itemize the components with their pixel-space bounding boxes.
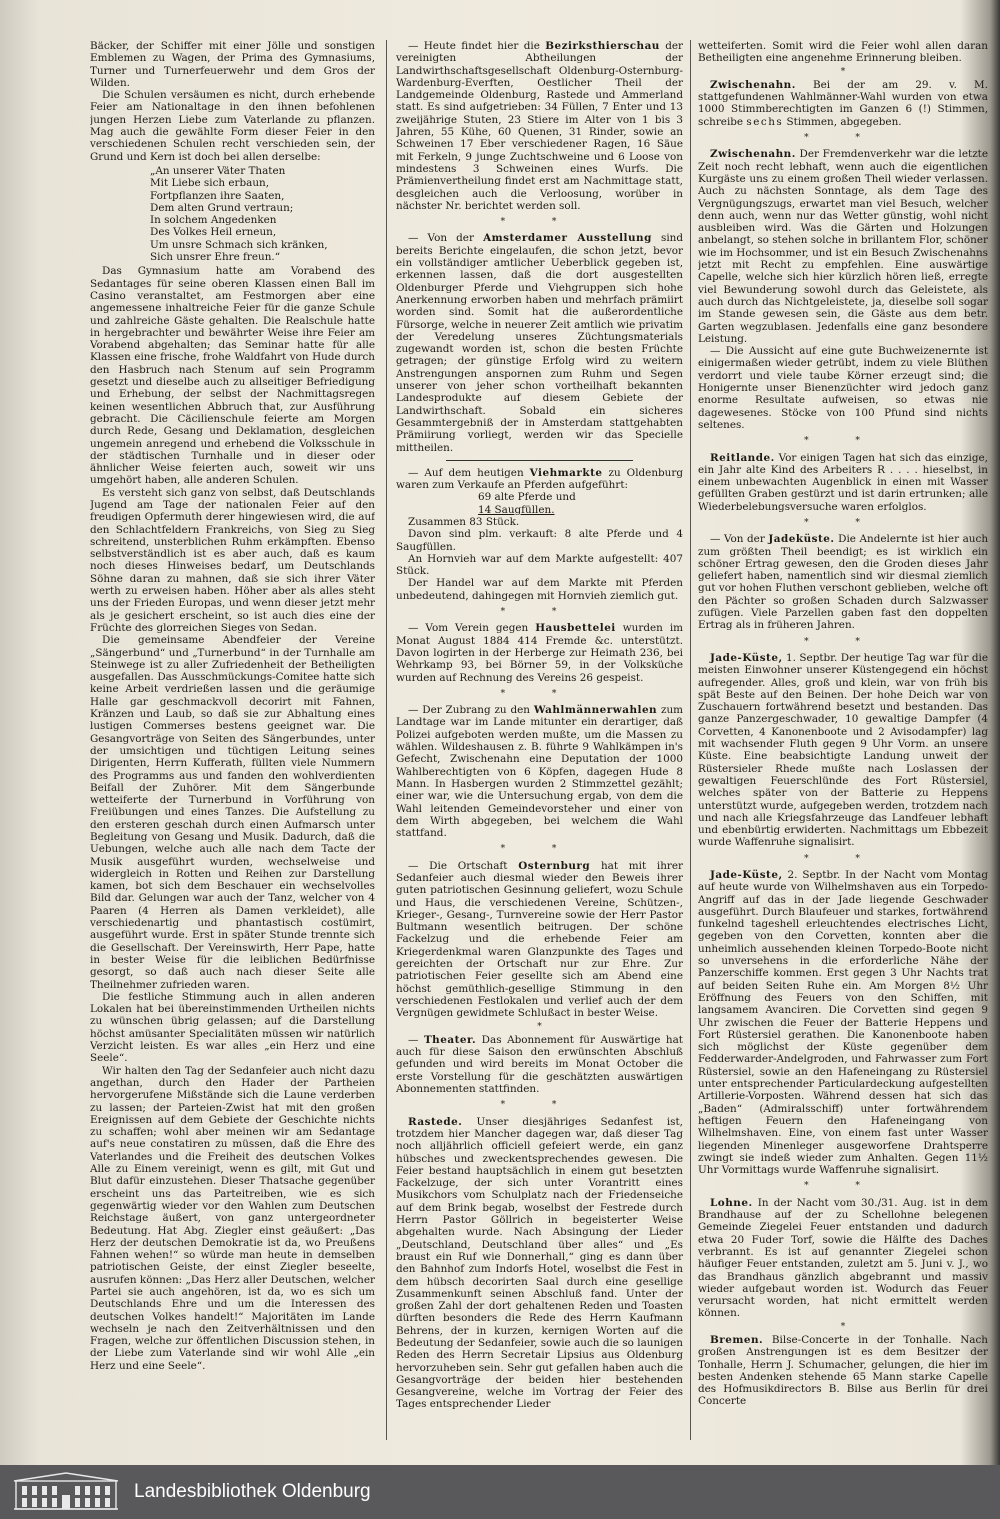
paragraph: Davon sind plm. verkauft: 8 alte Pferde und 4 Saugfüllen. [396,528,683,553]
paragraph: An Hornvieh war auf dem Markte aufgestellt: 407 Stück. [396,552,683,578]
separator: * * [804,133,882,144]
article-wahlmaennerwahlen: — Der Zubrang zu den Wahlmännerwahlen zum Landtage war im Lande mitunter ein derartiger, daß Polizei aufgeboten werden mußte, um die Massen zu wählen. Wildeshausen z. B. führte 9 Wahlkämpen in's Gefecht, Zwischenahn eine Deputation der 1000 Wahlberechtigten von 6 Köpfen, dagegen Hude 8 Mann. In Hasbergen wurden 2 Stimmzettel gezählt; einer war, wie die Untersuchung ergab, von dem die Wahl leitenden Gemeindevorsteher und einer von dem Wirth abgegeben, bei welchem die Wahl stattfand. [396,704,683,840]
poem-line: Mit Liebe sich erbaun, [150,177,270,190]
separator: * * [500,844,579,855]
column-right [698,40,988,1458]
paragraph: Die Schulen versäumen es nicht, durch erhebende Feier am Nationaltage in den ihnen befohlenen jungen Herzen Liebe zum Vaterlande zu pflanzen. Mag auch die gewählte Form dieser Feier in den verschiedenen Schulen recht verschieden sein, der Grund und Kern ist doch bei allen derselbe: [90,89,375,163]
poem-line: Dem alten Grund vertraun; [150,201,294,214]
article-heading: Jadeküste. [768,533,835,546]
article-heading: Jade-Küste, [710,869,783,881]
separator: * * [500,217,579,228]
column-left [90,40,375,1458]
article-heading: Theater. [423,1033,477,1046]
paragraph: Es versteht sich ganz von selbst, daß Deutschlands Jugend am Tage der nationalen Feier auf den freudigen Opfermuth derer hingewiesen wird, die auf den Schlachtfeldern Frankreichs, von Sieg zu Sieg schreitend, unsterblichen Ruhm erkämpften. Ebenso selbstverständlich ist es aber auch, daß es kaum noch dieses Hinweises bedarf, um Deutschlands Söhne daran zu mahnen, daß sie sich ihrer Väter werth zu erweisen haben. Höher aber als alles steht uns der Frieden Europas, und wenn dieser jetzt mehr als je gesichert erscheint, so ist auch dies eine der Früchte des glorreichen Sieges von Sedan. [90,486,375,634]
article-jade-kueste-1: Jade-Küste, 1. Septbr. Der heutige Tag war für die meisten Einwohner unserer Küstengegend ein höchst aufregender. Alles, groß und klein, war von früh bis spät Beste auf den Beinen. Der hohe Deich war von Zuschauern fortwährend besetzt und bestanden. Das ganze Panzergeschwader, 10 gewaltige Dampfer (4 Corvetten, 4 Kanonenboote und 2 Avisodampfer) lag mit wachsender Fluth gegen 9 Uhr Vorm. an unsere Küste. Eine beabsichtigte Landung unweit der Rüstersieler Rhede mußte nach Loslassen der gewaltigen Feuerschlünde des Fort Rüstersiel, welches später von der Batterie zu Heppens unterstützt wurde, aufgegeben werden, trotzdem nach und nach alle Kriegsfahrzeuge das Landfeuer lebhaft und ebenbürtig erwiderten. Nachmittags um Ebbezeit wurde Waffenruhe signalisirt. [698,651,988,849]
separator: * [840,66,846,77]
paragraph: — Die Aussicht auf eine gute Buchweizenernte ist einigermaßen wieder getrübt, indem zu viele Blüthen verdorrt und viele taube Körner erzeugt sind; die Honigernte unser Bienenzüchter wird jedoch ganz enorme Resultate aufweisen, so etwas nie dagewesenes. Stöcke von 100 Pfund sind nichts seltenes. [698,345,988,431]
paragraph: Die gemeinsame Abendfeier der Vereine „Sängerbund“ und „Turnerbund“ in der Turnhalle am Steinwege ist zu aller Zufriedenheit der Betheiligten ausgefallen. Das Ausschmückungs-Comitee hatte sich keine Arbeit verdrießen lassen und die geräumige Halle gar geschmackvoll decorirt mit Fahnen, Kränzen und Laub, so daß sie zur Abhaltung eines lustigen Commerses bestens geeignet war. Die Gesangvorträge von Seiten des Sängerbundes, unter der umsichtigen und tüchtigen Leitung seines Dirigenten, Herrn Kufferath, füllten viele Nummern des Programms aus und fanden den wohlverdienten Beifall der Zuhörer. Mit dem Sängerbunde wetteiferte der Turnerbund in Vorführung von Freiübungen und eines Tanzes. Die Aufstellung zu den ersteren geschah durch einen Aufmarsch unter Begleitung von Gesang und Musik. Dadurch, daß die Uebungen, welche auch alle nach dem Tacte der Musik ausgeführt wurden, wechselweise und widergleich in Rotten und Reihen zur Darstellung kamen, bot sich dem Beschauer ein wechselvolles Bild dar. Gelungen war auch der Tanz, welcher von 4 Paaren (4 Herren als Damen verkleidet), alle verschiedenartig und phantastisch costümirt, ausgeführt wurde. Erst in später Stunde trennte sich die Gesellschaft. Der Vereinswirth, Herr Pape, hatte in bester Weise für die leiblichen Bedürfnisse gesorgt, so daß auch nach dieser Seite alle Theilnehmer zufrieden waren. [90,634,375,991]
paragraph: Bäcker, der Schiffer mit einer Jölle und sonstigen Emblemen zu Wagen, der Prima des Gymnasiums, Turner und Turnerfeuerwehr und dem Gros der Wilden. [90,40,375,89]
article-theater: — Theater. Das Abonnement für Auswärtige hat auch für diese Saison den erwünschten Abschluß gefunden und wird bereits im Monat October die erste Vorstellung für die geschätzten auswärtigen Abonnementen stattfinden. [396,1033,683,1096]
article-reitlande: Reitlande. Vor einigen Tagen hat sich das einzige, ein Jahr alte Kind des Arbeiters R . . . . hieselbst, in einem unbewachten Augenblick in einen mit Wasser gefüllten Graben gestürzt und ist darin ertrunken; alle Wiederbelebungsversuche waren erfolglos. [698,451,988,513]
library-footer [0,1465,1000,1519]
separator: * * [804,1181,882,1192]
article-zwischenahn: Zwischenahn. Bei der am 29. v. M. stattgefundenen Wahlmänner-Wahl wurden von etwa 1000 Stimmberechtigten im Ganzen 6 (!) Stimmen, schreibe sechs Stimmen, abgegeben. [698,78,988,128]
article-hausbettelei: — Vom Verein gegen Hausbettelei wurden im Monat August 1884 414 Fremde &c. unterstützt. Davon logirten in der Herberge zur Heimath 236, bei Wehrkamp 93, bei Börner 59, in der Volksküche wurden auf Rechnung des Vereins 26 gespeist. [396,622,683,684]
article-heading: Jade-Küste, [710,651,783,664]
tally-line: 14 Saugfüllen. [478,503,555,516]
separator: * * [500,1100,579,1111]
separator: * * [804,517,882,528]
poem-line: Fortpflanzen ihre Saaten, [150,189,285,202]
tally-line: 69 alte Pferde und [478,491,576,504]
article-viehmarkt: — Auf dem heutigen Viehmarkte zu Oldenburg waren zum Verkaufe an Pferden aufgeführt: [396,466,683,492]
poem-line: In solchem Angedenken [150,214,277,227]
poem-line: Sich unsrer Ehre freun.“ [150,251,281,264]
article-jadekueste: — Von der Jadeküste. Die Andelernte ist hier auch zum größten Theil beendigt; es ist wirklich ein schöner Ertrag gewesen, den die Groden dieses Jahr geliefert haben, namentlich sind wir diesmal ziemlich gut vor hohen Fluthen verschont geblieben, welche oft den Pächter so großen Schaden durch Salzwasser zufügen. Viele Parzellen gaben fast den doppelten Ertrag als in früheren Jahren. [698,533,988,632]
separator: * * [804,636,882,647]
separator: * [537,1021,542,1032]
article-heading: Wahlmännerwahlen [533,704,658,717]
library-building-icon [10,1471,122,1513]
poem [150,165,375,263]
article-osternburg: — Die Ortschaft Osternburg hat mit ihrer Sedanfeier auch diesmal wieder den Beweis ihrer guten patriotischen Gesinnung geliefert, wozu Schule und Haus, die verschiedenen Vereine, Schützen-, Krieger-, Gesang-, Turnvereine sowie der Herr Pastor Bultmann wesentlich beitrugen. Der schöne Fackelzug und die erhebende Feier am Kriegerdenkmal waren Glanzpunkte des Tages und gereichten der Ortschaft nur zur Ehre. Zur patriotischen Feier gesellte sich am Abend eine höchst gemüthlich-gesellige Stimmung in den verschiedenen Festlokalen und verlief auch der dem Vergnügen gewidmete Schlußact in bester Weise. [396,859,683,1020]
article-heading: Reitlande. [710,451,775,464]
tally-total: Zusammen 83 Stück. [408,515,520,528]
separator: * [840,1321,846,1332]
library-name: Landesbibliothek Oldenburg [134,1481,371,1502]
separator: * * [804,436,882,447]
article-heading: Hausbettelei [535,622,616,635]
article-heading: Osternburg [518,859,591,872]
article-bremen: Bremen. Bilse-Concerte in der Tonhalle. Nach großen Anstrengungen ist es dem Besitzer der Tonhalle, Herrn J. Schumacher, gelungen, die hier im besten Andenken stehende 65 Mann starke Capelle des Hofmusikdirectors B. Bilse aus Berlin für drei Concerte [698,1333,988,1408]
article-heading: Lohne. [710,1196,753,1209]
separator: * * [500,688,579,699]
article-heading: Zwischenahn. [710,78,796,91]
separator: * * [804,853,882,864]
article-amsterdam: — Von der Amsterdamer Ausstellung sind bereits Berichte eingelaufen, die schon jetzt, bevor ein vollständiger amtlicher Ueberblick gegeben ist, erkennen lassen, daß die dort ausgestellten Oldenburger Pferde und Viehgruppen sich hohe Anerkennung erworben haben und mehrfach prämiirt worden sind. Somit hat die außerordentliche Fürsorge, welche in neuerer Zeit amtlich wie privatim der Veredelung unseres Züchtungsmaterials zugewandt worden ist, schon die besten Früchte getragen; der günstige Erfolg wird zu weitern Anstrengungen anspornen zum Ruhm und Segen unserer von jeher schon vortheilhaft bekannten Landesprodukte auf diesem Gebiete der Landwirthschaft. Sobald ein sicheres Gesammtergebniß der in Amsterdam stattgehabten Prämiirung vorliegt, werden wir das Specielle mittheilen. [396,232,683,454]
column-rule [690,40,691,1440]
poem-line: „An unserer Väter Thaten [150,164,286,177]
column-rule [386,40,387,1440]
paragraph: Die festliche Stimmung auch in allen anderen Lokalen hat bei übereinstimmenden Urtheilen nichts zu wünschen übrig gelassen; auf die Darstellung höchst amüsanter Specialitäten müssen wir natürlich Verzicht leisten. Es war alles „ein Herz und eine Seele“. [90,990,375,1065]
article-heading: Bezirksthierschau [545,40,660,52]
article-heading: Amsterdamer Ausstellung [483,232,652,245]
article-heading: Viehmarkte [529,466,603,479]
article-rastede: Rastede. Unser diesjähriges Sedanfest ist, trotzdem hier Mancher dagegen war, daß dieser Tag noch alljährlich officiell gefeiert werde, ein ganz hübsches und zweckentsprechendes gewesen. Die Feier bestand hauptsächlich in einem gut besetzten Fackelzuge, der sich unter Vorantritt eines Musikchors vom Schulplatz nach der Friedenseiche auf dem Brink begab, woselbst der Festrede durch Herrn Pastor Göllrich in begeisterter Weise abgehalten wurde. Nach Absingung der Lieder „Deutschland, Deutschland über alles“ und „Es braust ein Ruf wie Donnerhall,“ ging es dann über den Bahnhof zum Indorfs Hotel, woselbst die Fest in dem hübsch decorirten Saal durch eine gesellige Zusammenkunft seinen Abschluß fand. Unter der großen Zahl der dort gehaltenen Reden und Toasten dürften besonders die Rede des Herrn Kaufmann Behrens, der in kurzen, kernigen Worten auf die Bedeutung der Sedanfeier, sowie auch die so launigen Reden des Herrn Secretair Lipsius aus Oldenburg hervorzuheben sein. Sehr gut gefallen haben auch die Gesangvorträge der beiden hier bestehenden Gesangvereine, welche im Vortrag der Feier des Tages entsprechender Lieder [396,1115,683,1411]
article-bezirksthierschau: — Heute findet hier die Bezirksthierschau der vereinigten Abtheilungen der Landwirthschaftsgesellschaft Oldenburg-Osternburg-Wardenburg-Everften, Oestlicher Theil der Landgemeinde Oldenburg, Rastede und Ammerland statt. Es sind aufgetrieben: 34 Füllen, 7 Enter und 13 zweijährige Stuten, 23 Stiere im Alter von 1 bis 3 Jahren, 55 Kühe, 60 Quenen, 31 Rinder, sowie an Schweinen 17 Eber verschiedener Ragen, 16 Säue mit Ferkeln, 9 junge Zuchtschweine und 6 Loose von mindestens 3 Schweinen eines Wurfs. Die Prämienvertheilung findet erst am Nachmittage statt, desgleichen auch die Verloosung, worüber in nächster Nr. berichtet werden soll. [396,40,683,212]
article-zwischenahn: Zwischenahn. Der Fremdenverkehr war die letzte Zeit noch recht lebhaft, wenn auch die eigentlichen Kurgäste uns zu einem großen Theil wieder verlassen. Auch zu nächsten Sonntage, als dem Tage des Vergnügungszugs, erwartet man viel Besuch, welcher denn auch, wenn nur das Wetter günstig, wohl nicht ausbleiben wird. Was die Gärten und Holzungen anbelangt, so stehen solche in brillantem Flor, schöner wie im Hochsommer, und ist ein Besuch Zwischenahns jetzt mit Recht zu empfehlen. Eine auswärtige Capelle, welche sich hier kürzlich hören ließ, erregte viel Bewunderung sowohl durch das Geleistete, als auch durch das Nichtgeleistete, ja, dieselbe soll sogar im Stande gewesen sein, die Gäste aus dem betr. Garten wegzublasen. Jedenfalls eine ganz besondere Leistung. [698,148,988,345]
paragraph: Der Handel war auf dem Markte mit Pferden unbedeutend, dahingegen mit Hornvieh ziemlich gut. [396,577,683,602]
column-middle [396,40,683,1458]
separator: * * [500,607,579,618]
article-heading: Rastede. [408,1115,463,1128]
poem-line: Um unsre Schmach sich kränken, [150,238,328,251]
article-jade-kueste-2: Jade-Küste, 2. Septbr. In der Nacht vom Montag auf heute wurde von Wilhelmshaven aus ein Torpedo-Angriff auf das in der Jade liegende Geschwader ausgeführt. Durch Blaufeuer und starkes, fortwährend funkelnd tageshell erleuchtendes electrisches Licht, gegeben von den Corvetten, konnten aber die unheimlich aussehenden kleinen Torpedo-Boote nicht so unversehens in die erforderliche Nähe der Panzerschiffe kommen. Erst gegen 3 Uhr Nachts trat auf beiden Seiten Ruhe ein. Am Morgen 8½ Uhr Eröffnung des Feuers von den Schiffen, mit langsamem Avanciren. Die Corvetten sind gegen 9 Uhr zwischen die Feuer der Batterie Heppens und Fort Rüstersiel gerathen. Die Kanonenboote haben sich möglichst der Küste gegenüber dem Fedderwarder-Andelgroden, und Fahrwasser zum Fort Rüstersiel, sowie an den Hafeneingang zu Rüstersiel unter entsprechender Particulardeckung aufgestellten Artillerie-Vorposten. Während dessen hat sich das „Baden“ (Admiralsschiff) unter fortwährendem heftigen Feuern den Hafeneingang von Wilhelmshaven. Eine, von einem fast unter Wasser liegenden Minenleger ausgeworfene Drahtsperre zwingt sie indeß wieder zum Anhalten. Gegen 11½ Uhr Vormittags wurde Waffenruhe signalisirt. [698,869,988,1177]
divider [446,460,633,461]
article-heading: Bremen. [710,1333,764,1346]
poem-line: Des Volkes Heil erneun, [150,226,277,239]
article-lohne: Lohne. In der Nacht vom 30./31. Aug. ist in dem Brandhause auf der zu Schellohne belegenen Gemeinde Ziegelei Feuer entstanden und dadurch etwa 20 Fuder Torf, sowie die Hälfte des Daches verbrannt. Es ist auf genannter Ziegelei schon häufiger Feuer entstanden, zuletzt am 5. Juni v. J., wo das Brandhaus gänzlich abgebrannt und massiv wieder aufgebaut worden ist. Wodurch das Feuer verursacht worden, hat nicht ermittelt werden können. [698,1196,988,1320]
paragraph: wetteiferten. Somit wird die Feier wohl allen daran Betheiligten eine angenehme Erinnerung bleiben. [698,40,988,65]
article-heading: Zwischenahn. [710,148,796,161]
paragraph: Wir halten den Tag der Sedanfeier auch nicht dazu angethan, durch den Hader der Partheien hervorgerufene Mißstände sich die Laune verderben zu lassen; der Parteien-Zwist hat mit den großen Ereignissen auf dem Gebiete der Geschichte nichts zu schaffen; wohl aber meinen wir am Sedantage auf's neue constatiren zu müssen, daß die Ehre des Vaterlandes und die Freiheit des deutschen Volkes Alle zu Einem vereinigt, wenn es gilt, mit Gut und Blut dafür einzustehen. Dieser Thatsache gegenüber erscheint uns das Parteitreiben, wie es sich gegenwärtig wieder vor den Wahlen zum Deutschen Reichstage äußert, von ganz untergeordneter Bedeutung. Hat Abg. Ziegler einst geäußert: „Das Herz der deutschen Demokratie ist da, wo Preußens Fahnen wehen!“ so würde man heute in demselben patriotischen Geiste, der einst Ziegler beseelte, ausrufen können: „Das Herz aller Deutschen, welcher Partei sie auch angehören, ist da, wo es sich um Deutschlands Ehre und um die Interessen des deutschen Volkes handelt!“ Majoritäten im Lande wechseln je nach den Zeitverhältnissen und den Fragen, welche zur öffentlichen Discussion stehen, in der Liebe zum Vaterlande sind wir wohl Alle „ein Herz und eine Seele“. [90,1064,375,1372]
paragraph: Das Gymnasium hatte am Vorabend des Sedantages für seine oberen Klassen einen Ball im Casino veranstaltet, am Festmorgen aber eine angemessene inhaltreiche Feier für die ganze Schule und zahlreiche Gäste gehalten. Die Realschule hatte in hergebrachter und bewährter Weise ihre Feier am Vorabend abgehalten; das Seminar hatte für alle Klassen eine frische, frohe Waldfahrt von Hude durch den Hasbruch nach Stenum auf sein Programm gesetzt und dieselbe auch zu allseitiger Befriedigung und Erhebung, der selbst der Nachmittagsregen keinen wesentlichen Abbruch that, zur Ausführung gebracht. Die Cäcilienschule feierte am Morgen durch Rede, Gesang und Deklamation, desgleichen ungemein anregend und erhebend die Volksschule in der städtischen Turnhalle und in dieser oder ähnlicher Weise feierten auch, soweit wir uns umgehört haben, alle anderen Schulen. [90,265,375,487]
